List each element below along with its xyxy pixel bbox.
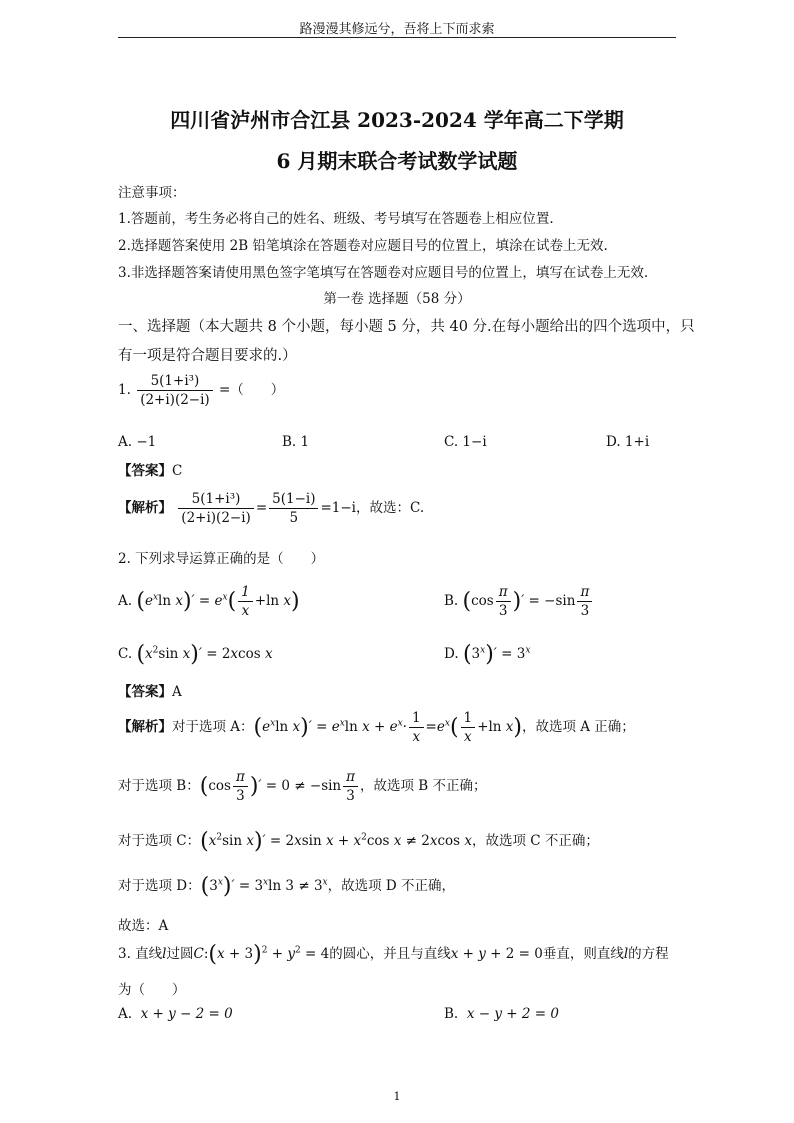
q2-analysis-a-prefix: 对于选项 A： [172,719,254,735]
q3-circle-equation: $(x + 3)^2 + y^2 = 4$ [208,942,330,967]
q2-conclusion: 故选：A [118,918,169,934]
q2-analysis-d [118,874,455,899]
q2-option-c [118,642,273,667]
notice-heading: 注意事项： [118,185,186,201]
q2-analysis-b-formula: (cos $\frac{\pi}{3}$ )′ = 0 ≠ −sin $\frac{\pi}{3}$ [200,778,360,794]
q2-stem: 2. 下列求导运算正确的是（ ） [118,551,325,567]
q3-stem-part-b: 过圆 [166,946,194,962]
question-1 [118,372,284,409]
q2-analysis-c-formula: ($x^2\sin$ x)′ = 2xsin $x + x^2\cos$ x ≠ 2xcos x [200,829,473,854]
q2-analysis-b-prefix: 对于选项 B： [118,778,200,794]
q2-option-c-label: C. [118,646,133,662]
q3-option-b-formula: x − y + 2 = 0 [466,1006,559,1022]
header-divider [118,37,676,38]
q2-analysis-c-tail: ，故选项 C 不正确； [472,833,599,849]
q3-stem-part-d: 垂直，则直线 [542,946,624,962]
q1-fraction-numerator: 5(1+i³) [137,372,213,391]
q1-analysis-fraction-1 [178,490,254,527]
q2-analysis-label: 【解析】 [118,719,172,735]
q2-option-a-formula: ($e^x\ln$ $x)' = e^x$( $\frac{1}{x}$ +ln x) [136,584,300,619]
q2-option-b-label: B. [444,593,459,609]
q3-stem-part-e: 的方程 [628,946,669,962]
q2-answer [118,680,182,700]
q1-option-d: D. 1+i [606,434,650,450]
q1-option-c: C. 1−i [444,434,487,450]
q1-fraction-denominator: (2+i)(2−i) [140,392,210,408]
q2-analysis-a-formula: ($e^x\ln$ $x)' = e^x\ln$ $x + e^x\cdot$ $\frac{1}{x}$ $=e^x$( $\frac{1}{x}$ +ln x) [253,710,522,745]
q1-answer-value: C [172,463,183,479]
q3-option-b [444,1006,559,1022]
q3-stem-part-a: 3. 直线 [118,946,163,962]
page-number: 1 [393,1090,401,1103]
notice-item-2: 2.选择题答案使用 2B 铅笔填涂在答题卷对应题目号的位置上，填涂在试卷上无效. [118,238,608,254]
q2-analysis-a [118,709,635,746]
notice-item-1: 1.答题前，考生务必将自己的姓名、班级、考号填写在答题卷上相应位置. [118,211,554,227]
q2-analysis-b-tail: ，故选项 B 不正确； [360,778,487,794]
q2-option-d [444,642,530,667]
q1-number: 1. [118,382,131,398]
section-instruction-1: 一、选择题（本大题共 8 个小题，每小题 5 分，共 40 分.在每小题给出的四个选项中，只 [118,319,695,335]
q1-answer [118,459,182,479]
q1-analysis-label: 【解析】 [118,500,172,516]
section-instruction-2: 有一项是符合题目要求的.） [118,348,297,364]
q1-analysis-frac2-den: 5 [289,510,299,526]
q2-analysis-a-tail: ，故选项 A 正确； [521,719,635,735]
q1-option-a: A. −1 [118,434,157,450]
section-title: 第一卷 选择题（58 分） [323,291,471,307]
page-header-motto: 路漫漫其修远兮，吾将上下而求索 [299,22,495,37]
q1-analysis-frac1-den: (2+i)(2−i) [181,510,251,526]
q1-analysis-tail: =1−i，故选：C. [320,500,425,516]
q1-analysis: 【解析】 $\frac{\text{5(1+i³)}}{(2+i)(2-i)}$ = $\frac{5(1-i)}{5}$ =1−i，故选：C. [118,491,425,526]
q1-fraction [137,372,213,409]
q2-analysis-d-prefix: 对于选项 D： [118,878,201,894]
q2-answer-label: 【答案】 [118,684,172,700]
q2-analysis-d-formula: $(3^x)' = 3^x\ln$ $3 \ne 3^x$ [200,874,328,899]
q3-option-a [118,1006,233,1022]
q2-answer-value: A [172,684,182,700]
q2-option-a-label: A. [118,593,133,609]
q3-stem-line1: 3. 直线l过圆C:(x + $3)^2 + y^2 = 4$的圆心，并且与直线x + y + 2 = 0垂直，则直线l的方程 [118,942,669,967]
notice-item-3: 3.非选择题答案请使用黑色签字笔填写在答题卷对应题目号的位置上，填写在试卷上无效. [118,265,649,281]
q1-analysis-frac1-num: 5(1+i³) [178,490,254,509]
exam-title-line1: 四川省泸州市合江县 2023-2024 学年高二下学期 [170,108,624,132]
q1-option-b: B. 1 [282,434,310,450]
q3-option-a-label: A. [118,1006,133,1022]
q3-option-a-formula: x + y − 2 = 0 [140,1006,233,1022]
q2-analysis-c-prefix: 对于选项 C： [118,833,201,849]
q2-option-a [118,583,300,620]
q1-analysis-frac2-num: 5(1−i) [269,490,318,509]
q3-stem-line2: 为（ ） [118,982,186,998]
q2-analysis-c [118,829,599,854]
q2-option-d-formula: $(3^x)' = 3^x$ [462,642,531,667]
q1-tail: =（ ） [219,382,285,398]
q2-option-b [444,583,594,620]
q2-option-d-label: D. [444,646,459,662]
q1-answer-label: 【答案】 [118,463,172,479]
q2-option-b-formula: (cos $\frac{\pi}{3}$ )′ = −sin $\frac{\pi}{3}$ [463,593,595,609]
q3-option-b-label: B. [444,1006,459,1022]
q2-analysis-b [118,768,487,805]
q2-analysis-d-tail: ，故选项 D 不正确， [327,878,456,894]
q2-option-c-formula: ($x^2\sin$ x)′ = 2xcos x [136,642,273,667]
q3-stem-part-c: 的圆心，并且与直线 [329,946,451,962]
exam-title-line2: 6 月期末联合考试数学试题 [276,149,518,173]
q1-analysis-fraction-2 [269,490,318,527]
